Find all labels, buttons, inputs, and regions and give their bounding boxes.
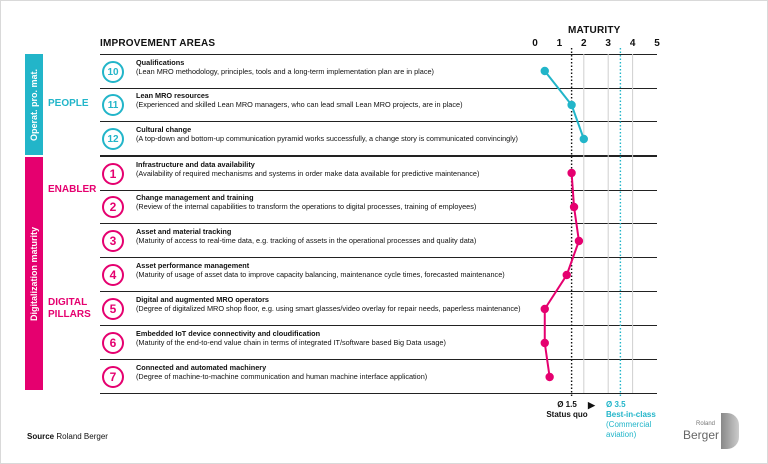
- x-tick-label: 0: [532, 38, 538, 49]
- sidebar-digitalization-label: Digitalization maturity: [29, 226, 40, 321]
- logo-b-mark: [721, 413, 739, 449]
- row-title: Asset performance management: [136, 261, 250, 270]
- x-tick-label: 3: [605, 38, 611, 49]
- row-number-badge: 10: [102, 61, 124, 83]
- row-description: (A top-down and bottom-up communication pyramid works successfully, a change story is communicated convincingly): [136, 134, 518, 143]
- legend-status-label: Status quo: [546, 410, 588, 419]
- logo-line2: Berger: [683, 428, 720, 442]
- legend-best-value: Ø 3.5: [606, 400, 626, 409]
- legend-best: [606, 400, 658, 440]
- row-description: (Availability of required mechanisms and systems in order make data available for predictive maintenance): [136, 169, 480, 178]
- row-title: Qualifications: [136, 58, 185, 67]
- group-people: PEOPLE: [48, 98, 89, 109]
- row-title: Change management and training: [136, 193, 254, 202]
- data-point: [563, 271, 571, 279]
- header-maturity: MATURITY: [568, 25, 621, 36]
- row-number-badge: 11: [102, 94, 124, 116]
- group-digital-pillars: DIGITAL PILLARS: [48, 297, 91, 320]
- source-label: Source: [27, 432, 55, 441]
- roland-berger-logo: [683, 411, 743, 451]
- row-title: Digital and augmented MRO operators: [136, 295, 269, 304]
- source-note: [27, 432, 108, 441]
- row-number-badge: 2: [102, 196, 124, 218]
- row-number-badge: 6: [102, 332, 124, 354]
- row-number-badge: 12: [102, 128, 124, 150]
- data-point: [567, 169, 575, 177]
- row-description: (Degree of machine-to-machine communication and human machine interface application): [136, 372, 428, 381]
- row-description: (Maturity of access to real-time data, e.g. tracking of assets in the operational processes and quality data): [136, 236, 477, 245]
- legend-status: [540, 400, 594, 420]
- row-number-badge: 5: [102, 298, 124, 320]
- sidebar-operational-label: Operat. pro. mat.: [29, 68, 40, 141]
- data-point: [575, 237, 583, 245]
- legend-best-sub: (Commercial aviation): [606, 420, 652, 439]
- data-point: [570, 203, 578, 211]
- legend-arrow: ▶: [588, 400, 595, 410]
- legend-best-label: Best-in-class: [606, 410, 656, 419]
- row-number-badge: 3: [102, 230, 124, 252]
- row-description: (Maturity of usage of asset data to improve capacity balancing, maintenance cycle times, forecasted maintenance): [136, 270, 505, 279]
- row-description: (Degree of digitalized MRO shop floor, e.g. using smart glasses/video overlay for repair needs, paperless maintenance): [136, 304, 521, 313]
- data-point: [567, 101, 575, 109]
- row-title: Connected and automated machinery: [136, 363, 267, 372]
- row-number-badge: 1: [102, 163, 124, 185]
- data-point: [541, 305, 549, 313]
- data-point: [541, 339, 549, 347]
- logo-line1: Roland: [696, 421, 716, 427]
- data-point: [545, 373, 553, 381]
- row-title: Embedded IoT device connectivity and cloudification: [136, 329, 321, 338]
- header-improvement-areas: IMPROVEMENT AREAS: [100, 38, 216, 49]
- row-description: (Experienced and skilled Lean MRO managers, who can lead small Lean MRO projects, are in place): [136, 100, 463, 109]
- x-tick-label: 4: [629, 38, 636, 49]
- series-line: [545, 71, 584, 139]
- x-tick-label: 5: [654, 38, 660, 49]
- row-title: Cultural change: [136, 125, 192, 134]
- source-value: Roland Berger: [56, 432, 108, 441]
- row-title: Infrastructure and data availability: [136, 160, 255, 169]
- group-enabler: ENABLER: [48, 184, 97, 195]
- row-title: Lean MRO resources: [136, 91, 209, 100]
- row-description: (Lean MRO methodology, principles, tools and a long-term implementation plan are in place): [136, 67, 434, 76]
- data-point: [541, 67, 549, 75]
- row-description: (Maturity of the end-to-end value chain in terms of integrated IT/software based Big Data usage): [136, 338, 446, 347]
- row-description: (Review of the internal capabilities to transform the operations to digital processes, training of employees): [136, 202, 477, 211]
- row-number-badge: 4: [102, 264, 124, 286]
- x-tick-label: 1: [556, 38, 563, 49]
- data-point: [580, 135, 588, 143]
- x-tick-label: 2: [581, 38, 587, 49]
- row-title: Asset and material tracking: [136, 227, 232, 236]
- legend-status-value: Ø 1.5: [557, 400, 577, 409]
- row-number-badge: 7: [102, 366, 124, 388]
